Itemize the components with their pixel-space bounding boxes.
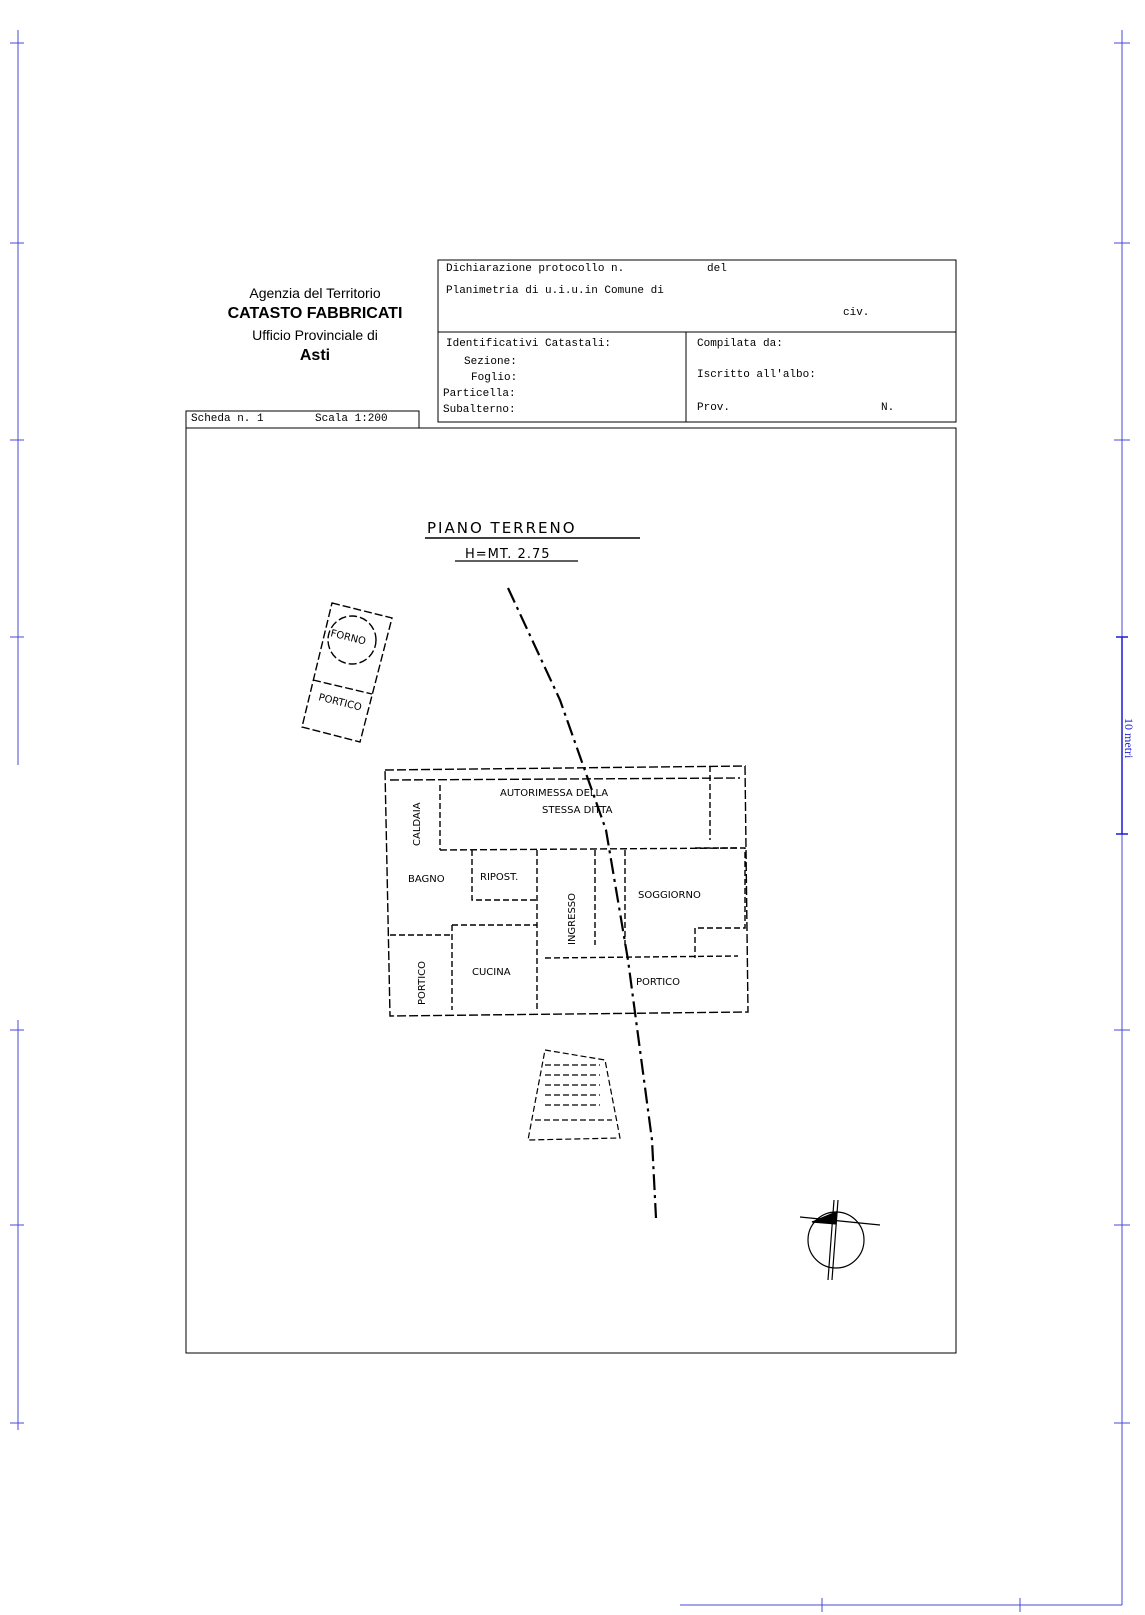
scala-label: Scala 1:200 — [315, 413, 388, 425]
scheda-label: Scheda n. 1 — [191, 413, 264, 425]
room-ripost: RIPOST. — [480, 872, 519, 883]
foglio-label: Foglio: — [471, 372, 518, 384]
office-label: Ufficio Provinciale di — [252, 327, 378, 343]
prov-label: Prov. — [697, 402, 731, 414]
room-cucina: CUCINA — [472, 967, 511, 978]
particella-label: Particella: — [443, 388, 516, 400]
agency-name: Agenzia del Territorio — [249, 285, 381, 301]
oven-building — [302, 603, 392, 742]
office-city: Asti — [299, 347, 331, 364]
plan-height: H=MT. 2.75 — [465, 547, 551, 562]
scale-bar-label: 10 metri — [1122, 718, 1136, 759]
room-portico-right: PORTICO — [636, 977, 681, 988]
catasto-title: CATASTO FABBRICATI — [227, 305, 403, 322]
del-label: del — [707, 263, 727, 275]
subalterno-label: Subalterno: — [443, 404, 516, 416]
plan-title: PIANO TERRENO — [427, 519, 577, 537]
room-soggiorno: SOGGIORNO — [638, 890, 701, 901]
room-caldaia: CALDAIA — [412, 802, 423, 846]
sezione-label: Sezione: — [464, 356, 517, 368]
north-arrow-icon — [800, 1200, 880, 1280]
room-autorimessa-line2: STESSA DITTA — [542, 805, 613, 816]
n-label: N. — [881, 402, 895, 414]
compiled-label: Compilata da: — [697, 338, 783, 350]
room-portico-top: PORTICO — [317, 692, 363, 714]
protocol-label: Dichiarazione protocollo n. — [446, 263, 625, 275]
identifiers-label: Identificativi Catastali: — [446, 338, 612, 350]
room-autorimessa-line1: AUTORIMESSA DELLA — [500, 788, 609, 799]
room-ingresso: INGRESSO — [567, 892, 578, 945]
planimetry-label: Planimetria di u.i.u.in Comune di — [446, 285, 664, 297]
room-portico-left: PORTICO — [417, 960, 428, 1005]
outdoor-stairs — [528, 1050, 620, 1140]
property-boundary-line — [508, 588, 656, 1218]
room-forno: FORNO — [329, 628, 367, 648]
civ-label: civ. — [843, 307, 870, 319]
room-bagno: BAGNO — [408, 874, 445, 885]
registered-label: Iscritto all'albo: — [697, 369, 816, 381]
